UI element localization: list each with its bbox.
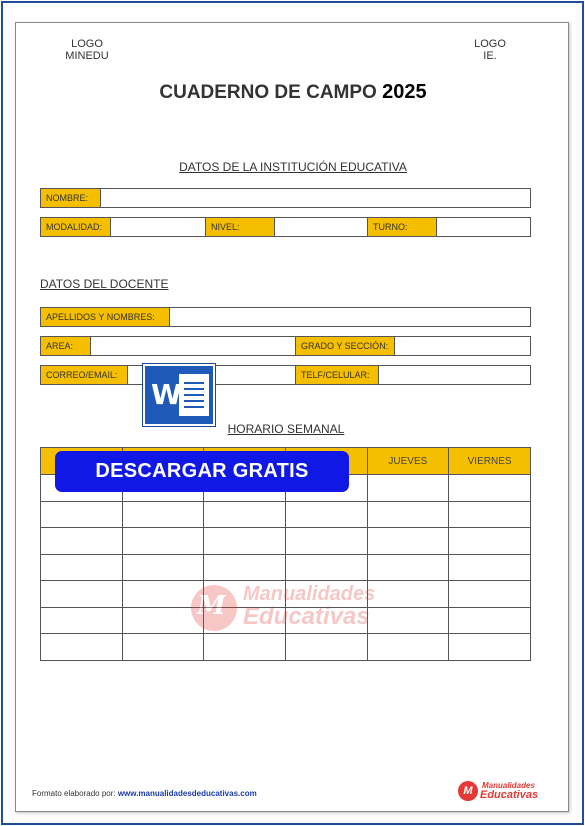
schedule-cell[interactable] — [122, 501, 204, 528]
schedule-col-viernes: VIERNES — [449, 448, 531, 475]
logo-right-line1: LOGO — [474, 38, 506, 50]
schedule-cell[interactable] — [41, 554, 123, 581]
schedule-cell[interactable] — [41, 607, 123, 634]
page-title — [16, 81, 570, 104]
area-label: AREA: — [41, 337, 91, 355]
table-row — [41, 501, 531, 528]
watermark-logo — [191, 583, 431, 633]
nombre-label: NOMBRE: — [41, 189, 101, 207]
schedule-cell[interactable] — [204, 501, 286, 528]
schedule-cell[interactable] — [367, 501, 449, 528]
schedule-cell[interactable] — [285, 528, 367, 555]
institucion-heading: DATOS DE LA INSTITUCIÓN EDUCATIVA — [179, 160, 407, 174]
schedule-cell[interactable] — [367, 475, 449, 502]
schedule-cell[interactable] — [449, 475, 531, 502]
schedule-cell[interactable] — [285, 554, 367, 581]
modalidad-row — [40, 217, 531, 237]
word-icon[interactable] — [143, 364, 215, 426]
schedule-cell[interactable] — [41, 581, 123, 608]
table-row — [41, 554, 531, 581]
schedule-col-jueves: JUEVES — [367, 448, 449, 475]
logo-minedu-placeholder — [64, 38, 110, 62]
word-doc-sheet — [179, 374, 209, 416]
table-row — [41, 528, 531, 555]
area-grado-row — [40, 336, 531, 356]
schedule-cell[interactable] — [285, 501, 367, 528]
footer-credit — [32, 789, 257, 798]
watermark-line2: Educativas — [243, 603, 370, 630]
schedule-cell[interactable] — [204, 634, 286, 661]
grado-label: GRADO Y SECCIÓN: — [295, 337, 395, 355]
telf-label: TELF/CELULAR: — [295, 366, 379, 384]
footer-logo-circle: M — [458, 781, 478, 801]
schedule-cell[interactable] — [449, 501, 531, 528]
schedule-cell[interactable] — [367, 528, 449, 555]
nivel-label: NIVEL: — [205, 218, 275, 236]
turno-label: TURNO: — [367, 218, 437, 236]
footer-prefix: Formato elaborado por: — [32, 789, 118, 798]
schedule-cell[interactable] — [41, 528, 123, 555]
logo-ie-placeholder — [470, 38, 510, 62]
schedule-cell[interactable] — [204, 528, 286, 555]
correo-label: CORREO/EMAIL: — [41, 366, 128, 384]
watermark-initial: M — [197, 591, 226, 621]
schedule-cell[interactable] — [367, 554, 449, 581]
apellidos-row — [40, 307, 531, 327]
schedule-cell[interactable] — [122, 554, 204, 581]
horario-heading: HORARIO SEMANAL — [227, 422, 345, 436]
correo-telf-row — [40, 365, 531, 385]
footer-logo-line1: Manualidades — [482, 781, 535, 790]
footer-link[interactable]: www.manualidadesdeducativas.com — [117, 789, 257, 798]
apellidos-label: APELLIDOS Y NOMBRES: — [41, 308, 170, 326]
footer-brand-logo — [458, 779, 548, 803]
logo-left-line2: MINEDU — [65, 50, 109, 62]
schedule-cell[interactable] — [449, 554, 531, 581]
logo-right-line2: IE. — [483, 50, 497, 62]
footer-logo-line2: Educativas — [480, 789, 539, 801]
schedule-cell[interactable] — [449, 607, 531, 634]
document-page — [15, 22, 569, 812]
schedule-cell[interactable] — [122, 634, 204, 661]
title-year: 2025 — [382, 81, 427, 103]
schedule-cell[interactable] — [449, 528, 531, 555]
logo-left-line1: LOGO — [71, 38, 103, 50]
download-button[interactable]: DESCARGAR GRATIS — [55, 451, 349, 492]
word-letter: W — [151, 378, 182, 411]
schedule-cell[interactable] — [367, 634, 449, 661]
schedule-cell[interactable] — [449, 581, 531, 608]
schedule-cell[interactable] — [204, 554, 286, 581]
modalidad-label: MODALIDAD: — [41, 218, 111, 236]
nombre-row — [40, 188, 531, 208]
schedule-cell[interactable] — [41, 501, 123, 528]
schedule-cell[interactable] — [449, 634, 531, 661]
schedule-cell[interactable] — [41, 634, 123, 661]
title-text: CUADERNO DE CAMPO — [159, 82, 377, 103]
schedule-cell[interactable] — [285, 634, 367, 661]
table-row — [41, 634, 531, 661]
watermark-line1: Manualidades — [243, 583, 376, 605]
schedule-cell[interactable] — [122, 528, 204, 555]
docente-heading: DATOS DEL DOCENTE — [40, 277, 169, 291]
